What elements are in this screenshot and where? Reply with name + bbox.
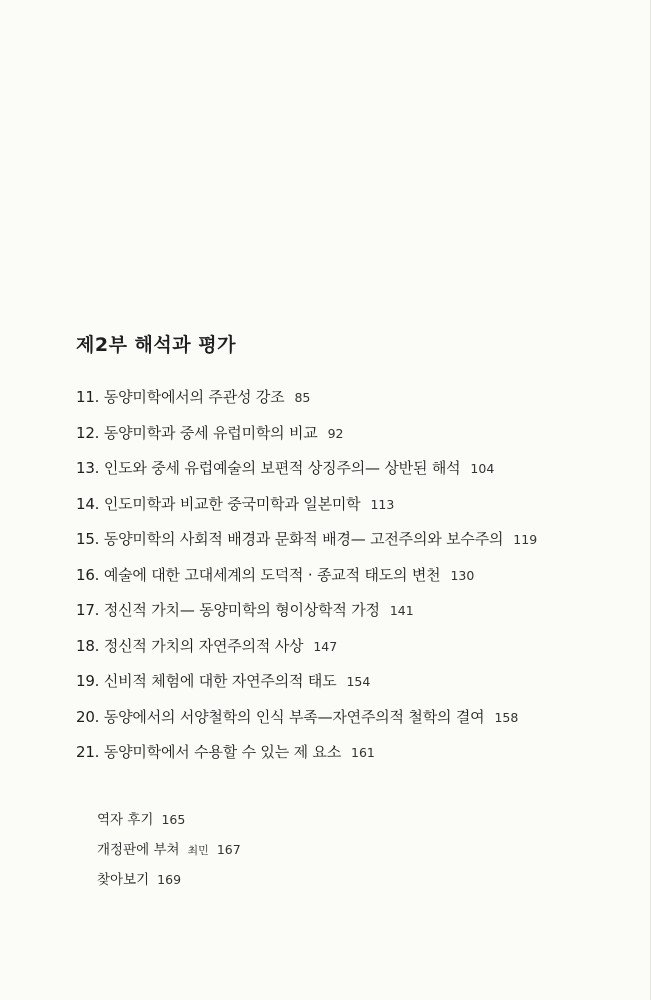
toc-entry-page: 158 — [494, 709, 519, 725]
backmatter-page: 167 — [216, 842, 241, 857]
toc-entry-title: 17. 정신적 가치— 동양미학의 형이상학적 가정 — [76, 601, 380, 619]
toc-entry-11 — [76, 385, 537, 421]
toc-entry-page: 92 — [327, 425, 344, 441]
toc-entry-title: 14. 인도미학과 비교한 중국미학과 일본미학 — [76, 494, 361, 513]
backmatter-title: 찾아보기 — [97, 872, 150, 888]
backmatter-title: 개정판에 부쳐 — [97, 842, 180, 858]
toc-entry-title: 13. 인도와 중세 유럽예술의 보편적 상징주의— 상반된 해석 — [76, 459, 461, 477]
toc-entry-15 — [76, 527, 537, 563]
backmatter-author: 최민 — [187, 844, 209, 857]
backmatter-index — [97, 868, 241, 898]
toc-entry-title: 21. 동양미학에서 수용할 수 있는 제 요소 — [76, 743, 342, 761]
backmatter-page: 169 — [157, 872, 182, 887]
part-title: 제2부 해석과 평가 — [76, 333, 236, 356]
toc-entry-title: 20. 동양에서의 서양철학의 인식 부족—자연주의적 철학의 결여 — [76, 707, 485, 726]
toc-entry-title: 19. 신비적 체험에 대한 자연주의적 태도 — [76, 672, 337, 690]
toc-entry-page: 104 — [470, 461, 495, 476]
table-of-contents — [76, 385, 537, 776]
backmatter-afterword — [97, 808, 241, 838]
toc-entry-21 — [76, 740, 537, 776]
toc-entry-title: 11. 동양미학에서의 주관성 강조 — [76, 388, 285, 406]
toc-entry-19 — [76, 669, 537, 705]
toc-entry-page: 147 — [313, 638, 338, 654]
toc-entry-title: 12. 동양미학과 중세 유럽미학의 비교 — [76, 423, 318, 442]
toc-entry-title: 16. 예술에 대한 고대세계의 도덕적 · 종교적 태도의 변천 — [76, 565, 441, 584]
toc-entry-page: 113 — [370, 496, 395, 512]
backmatter-title: 역자 후기 — [97, 812, 154, 828]
toc-entry-page: 130 — [450, 567, 475, 583]
toc-entry-page: 119 — [513, 532, 538, 547]
toc-entry-16 — [76, 563, 537, 599]
toc-entry-13 — [76, 456, 537, 492]
toc-entry-page: 141 — [389, 603, 414, 618]
toc-entry-18 — [76, 634, 537, 670]
toc-entry-17 — [76, 598, 537, 634]
toc-entry-page: 85 — [294, 390, 311, 405]
toc-entry-20 — [76, 705, 537, 741]
toc-entry-12 — [76, 421, 537, 457]
toc-entry-title: 15. 동양미학의 사회적 배경과 문화적 배경— 고전주의와 보수주의 — [76, 530, 504, 548]
backmatter-revised-preface — [97, 838, 241, 868]
toc-entry-14 — [76, 492, 537, 528]
toc-entry-page: 154 — [346, 674, 371, 689]
backmatter-list — [97, 808, 241, 898]
toc-entry-title: 18. 정신적 가치의 자연주의적 사상 — [76, 636, 304, 655]
toc-entry-page: 161 — [351, 745, 375, 760]
backmatter-page: 165 — [161, 812, 186, 827]
